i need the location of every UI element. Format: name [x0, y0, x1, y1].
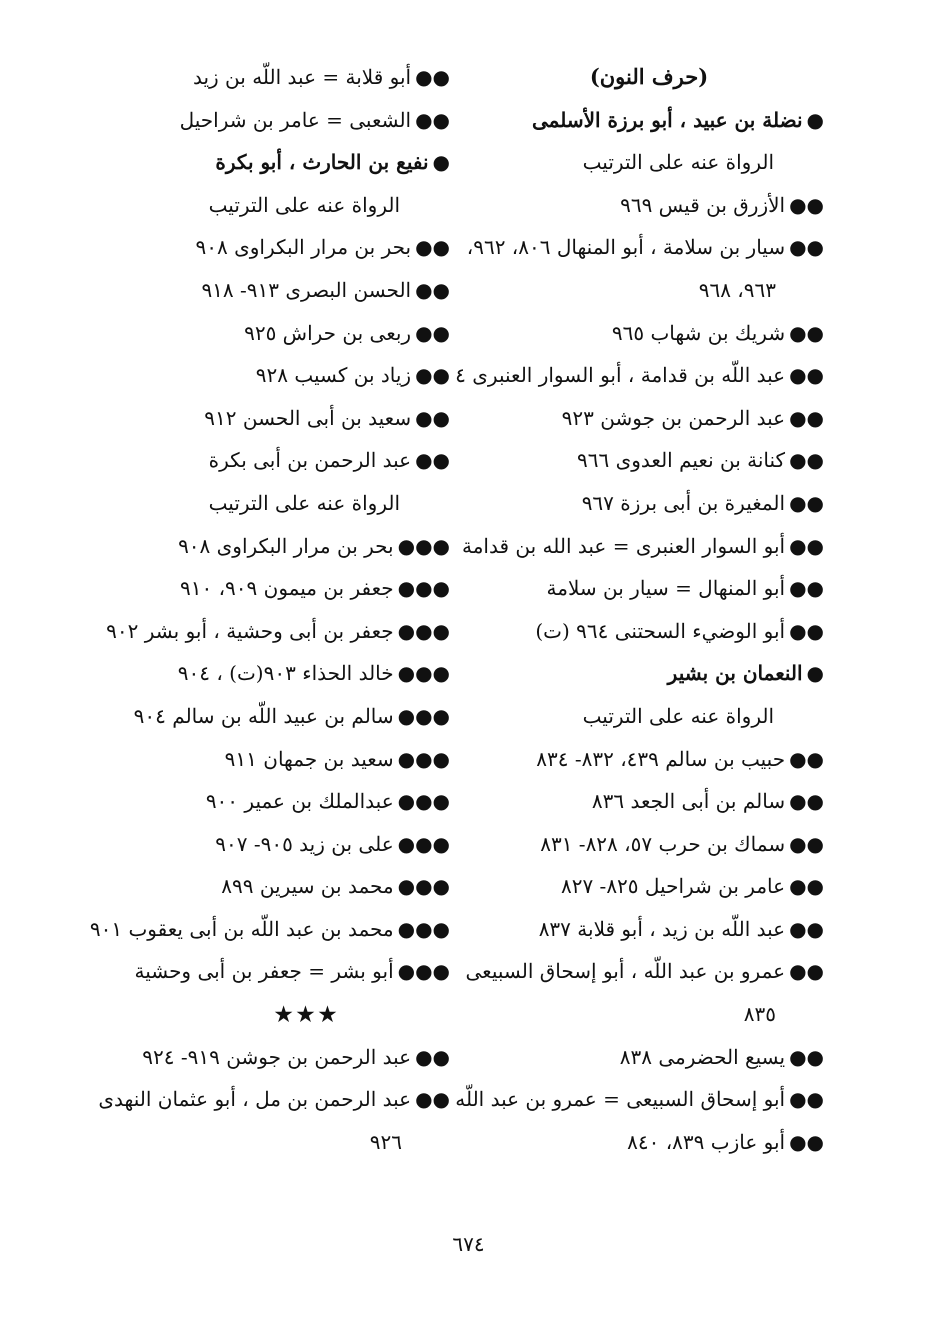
list-item — [474, 482, 824, 525]
list-item-text: كنانة بن نعيم العدوى ٩٦٦ — [577, 448, 786, 473]
bullet-icon: ●● — [789, 320, 824, 345]
bullet-icon: ●● — [789, 746, 824, 771]
list-item — [474, 780, 824, 823]
bullet-icon: ●● — [789, 490, 824, 515]
left-column — [89, 56, 450, 1163]
subheading: الرواة عنه على الترتيب — [208, 490, 400, 515]
list-item — [455, 354, 824, 397]
list-item-text: أبو قلابة = عبد اللّه بن زيد — [192, 65, 412, 89]
bullet-icon: ●● — [789, 874, 824, 899]
list-item — [465, 950, 824, 993]
list-item-text: حبيب بن سالم ٤٣٩، ٨٣٢- ٨٣٤ — [536, 746, 786, 771]
list-item-text: عمرو بن عبد اللّه ، أبو إسحاق السبيعى — [465, 959, 786, 984]
entry-heading — [105, 141, 450, 184]
list-item — [474, 865, 824, 908]
list-item — [474, 1121, 824, 1164]
bullet-icon: ●● — [789, 1044, 824, 1069]
list-item — [474, 567, 824, 610]
list-item-text: الشعبى = عامر بن شراحيل — [179, 107, 412, 132]
bullet-icon: ● — [806, 661, 824, 686]
list-item-text: زياد بن كسيب ٩٢٨ — [255, 363, 412, 388]
cross-reference-list — [105, 56, 450, 141]
list-item-text: عبد الرحمن بن جوشن ٩٢٣ — [561, 405, 786, 430]
list-item — [105, 567, 450, 610]
right-column — [455, 56, 824, 1163]
bullet-icon: ●● — [789, 576, 824, 601]
list-item-text: المغيرة بن أبى برزة ٩٦٧ — [581, 490, 786, 515]
list-item — [474, 823, 824, 866]
list-item-text: الحسن البصرى ٩١٣- ٩١٨ — [201, 277, 412, 302]
bullet-icon: ●●● — [397, 959, 450, 984]
bullet-icon: ● — [806, 107, 824, 132]
bullet-icon: ●●● — [397, 746, 450, 771]
bullet-icon: ●●● — [397, 874, 450, 899]
bullet-icon: ●● — [415, 65, 450, 89]
list-item-text: جعفر بن أبى وحشية ، أبو بشر ٩٠٢ — [106, 618, 394, 643]
bullet-icon: ●● — [789, 1129, 824, 1154]
entry-heading-text: نضلة بن عبيد ، أبو برزة الأسلمى — [532, 107, 803, 132]
list-item — [105, 269, 450, 312]
list-item-text: سالم بن أبى الجعد ٨٣٦ — [591, 789, 786, 814]
bullet-icon: ●● — [789, 235, 824, 260]
list-item-text: سماك بن حرب ٥٧، ٨٢٨- ٨٣١ — [540, 831, 786, 856]
bullet-icon: ● — [432, 150, 450, 175]
list-item — [105, 439, 450, 482]
entry-heading — [474, 652, 824, 695]
list-item — [105, 226, 450, 269]
list-item — [474, 908, 824, 951]
list-item-continuation — [474, 993, 824, 1036]
subheading: الرواة عنه على الترتيب — [582, 703, 774, 728]
list-item — [474, 439, 824, 482]
narrator-list — [455, 184, 824, 653]
list-item — [466, 226, 824, 269]
list-item-text: ٨٣٥ — [743, 1002, 776, 1027]
list-item-text: محمد بن عبد اللّه بن أبى يعقوب ٩٠١ — [89, 916, 394, 941]
list-item — [474, 738, 824, 781]
list-item-text: عبد الرحمن بن جوشن ٩١٩- ٩٢٤ — [142, 1044, 412, 1069]
bullet-icon: ●● — [415, 107, 450, 132]
list-item — [105, 610, 450, 653]
list-item — [474, 1036, 824, 1079]
bullet-icon: ●●● — [397, 533, 450, 558]
list-item-text: خالد الحذاء ٩٠٣(ت) ، ٩٠٤ — [177, 661, 394, 686]
bullet-icon: ●● — [415, 235, 450, 260]
list-item-text: ٩٦٣، ٩٦٨ — [698, 277, 776, 302]
bullet-icon: ●● — [415, 448, 450, 473]
list-item — [105, 312, 450, 355]
list-item-text: محمد بن سيرين ٨٩٩ — [221, 874, 394, 899]
list-item-text: على بن زيد ٩٠٥- ٩٠٧ — [215, 831, 394, 856]
bullet-icon: ●● — [789, 618, 824, 643]
list-item-text: أبو عازب ٨٣٩، ٨٤٠ — [627, 1129, 786, 1154]
bullet-icon: ●● — [415, 277, 450, 302]
list-item — [105, 397, 450, 440]
list-item-text: عبدالملك بن عمير ٩٠٠ — [205, 789, 394, 814]
separator-stars: ★★★ — [274, 1002, 341, 1027]
list-item — [89, 908, 450, 951]
narrator-list — [105, 226, 450, 482]
entry-heading-text: النعمان بن بشير — [667, 661, 803, 686]
narrator-list — [455, 738, 824, 1164]
list-item-text: أبو السوار العنبرى = عبد الله بن قدامة — [461, 533, 786, 558]
list-item — [105, 865, 450, 908]
list-item-text: سعيد بن جمهان ٩١١ — [224, 746, 394, 771]
bullet-icon: ●● — [415, 1087, 450, 1112]
list-item-text: أبو المنهال = سيار بن سلامة — [546, 576, 786, 601]
bullet-icon: ●●● — [397, 618, 450, 643]
list-item-text: عامر بن شراحيل ٨٢٥- ٨٢٧ — [560, 874, 786, 899]
list-item-text: عبد اللّه بن قدامة ، أبو السوار العنبرى ٤ — [455, 363, 786, 388]
list-item — [105, 695, 450, 738]
list-item-text: ٩٢٦ — [369, 1129, 402, 1154]
bullet-icon: ●● — [789, 533, 824, 558]
list-item-text: أبو بشر = جعفر بن أبى وحشية — [134, 959, 394, 984]
list-item — [105, 56, 450, 99]
list-item — [474, 184, 824, 227]
bullet-icon: ●● — [789, 959, 824, 984]
bullet-icon: ●● — [789, 1087, 824, 1112]
list-item-text: ربعى بن حراش ٩٢٥ — [244, 320, 412, 345]
list-item-text: جعفر بن ميمون ٩٠٩، ٩١٠ — [180, 576, 394, 601]
bullet-icon: ●●● — [397, 703, 450, 728]
bullet-icon: ●● — [415, 320, 450, 345]
bullet-icon: ●● — [789, 916, 824, 941]
list-item — [474, 312, 824, 355]
list-item — [105, 738, 450, 781]
list-item-text: أبو الوضيء السحتنى ٩٦٤ (ت) — [535, 618, 786, 643]
list-item-text: شريك بن شهاب ٩٦٥ — [611, 320, 786, 345]
page-number: ٦٧٤ — [452, 1232, 485, 1256]
list-item — [474, 397, 824, 440]
bullet-icon: ●● — [789, 789, 824, 814]
list-item-text: عبد الرحمن بن أبى بكرة — [208, 448, 412, 473]
list-item-text: سيار بن سلامة ، أبو المنهال ٨٠٦، ٩٦٢، — [466, 235, 786, 260]
bullet-icon: ●● — [789, 363, 824, 388]
list-item — [98, 1078, 450, 1121]
bullet-icon: ●●● — [397, 916, 450, 941]
list-item-text: يسيع الحضرمى ٨٣٨ — [619, 1044, 786, 1069]
bullet-icon: ●●● — [397, 576, 450, 601]
list-item — [455, 1078, 824, 1121]
list-item-text: بحر بن مرار البكراوى ٩٠٨ — [178, 533, 394, 558]
list-item-text: عبد الرحمن بن مل ، أبو عثمان النهدى — [98, 1087, 412, 1112]
list-item — [105, 99, 450, 142]
bullet-icon: ●● — [789, 405, 824, 430]
subheading: الرواة عنه على الترتيب — [582, 150, 774, 175]
list-item — [105, 1036, 450, 1079]
list-item-text: الأزرق بن قيس ٩٦٩ — [620, 192, 786, 217]
bullet-icon: ●●● — [397, 661, 450, 686]
list-item-text: عبد اللّه بن زيد ، أبو قلابة ٨٣٧ — [538, 916, 786, 941]
bullet-icon: ●● — [415, 405, 450, 430]
bullet-icon: ●● — [789, 192, 824, 217]
subheading: الرواة عنه على الترتيب — [208, 192, 400, 217]
narrator-list — [98, 1036, 450, 1164]
list-item — [105, 950, 450, 993]
list-item — [105, 652, 450, 695]
list-item — [461, 525, 824, 568]
list-item-text: سعيد بن أبى الحسن ٩١٢ — [204, 405, 412, 430]
list-item-continuation — [474, 269, 824, 312]
bullet-icon: ●● — [789, 831, 824, 856]
list-item-text: بحر بن مرار البكراوى ٩٠٨ — [195, 235, 412, 260]
list-item — [105, 525, 450, 568]
bullet-icon: ●●● — [397, 789, 450, 814]
list-item-text: سالم بن عبيد اللّه بن سالم ٩٠٤ — [133, 703, 394, 728]
list-item — [105, 354, 450, 397]
list-item — [474, 610, 824, 653]
bullet-icon: ●●● — [397, 831, 450, 856]
list-item — [105, 823, 450, 866]
list-item — [105, 780, 450, 823]
list-item-continuation — [105, 1121, 450, 1164]
entry-heading — [474, 99, 824, 142]
narrator-list — [89, 525, 450, 994]
bullet-icon: ●● — [415, 363, 450, 388]
section-title: (حرف النون) — [589, 64, 709, 89]
bullet-icon: ●● — [415, 1044, 450, 1069]
bullet-icon: ●● — [789, 448, 824, 473]
entry-heading-text: نفيع بن الحارث ، أبو بكرة — [215, 150, 429, 175]
list-item-text: أبو إسحاق السبيعى = عمرو بن عبد اللّه — [455, 1087, 786, 1112]
